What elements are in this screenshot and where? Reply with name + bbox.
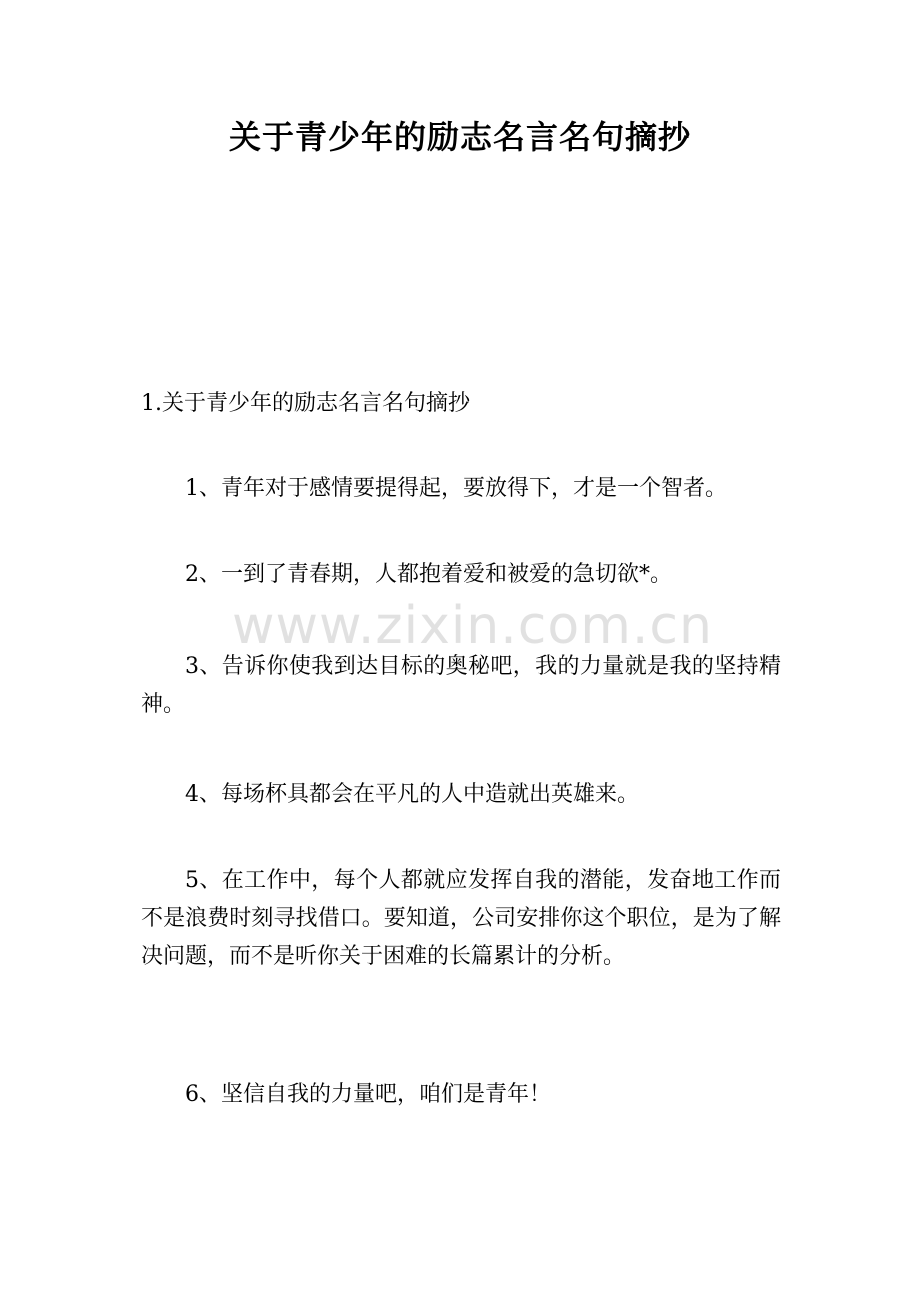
document-title: 关于青少年的励志名言名句摘抄 bbox=[228, 118, 691, 156]
watermark-text: www.zixin.com.cn bbox=[232, 596, 713, 656]
quote-paragraph-3: 3、告诉你使我到达目标的奥秘吧，我的力量就是我的坚持精神。 bbox=[141, 654, 781, 717]
quote-paragraph-2: 2、一到了青春期，人都抱着爱和被爱的急切欲*。 bbox=[185, 562, 672, 587]
quote-paragraph-5: 5、在工作中，每个人都就应发挥自我的潜能，发奋地工作而不是浪费时刻寻找借口。要知道，公司安排你这个职位，是为了解决问题，而不是听你关于困难的长篇累计的分析。 bbox=[141, 868, 781, 969]
quote-paragraph-4: 4、每场杯具都会在平凡的人中造就出英雄来。 bbox=[185, 782, 639, 807]
quote-paragraph-1: 1、青年对于感情要提得起，要放得下，才是一个智者。 bbox=[185, 476, 727, 501]
quote-paragraph-6: 6、坚信自我的力量吧，咱们是青年！ bbox=[185, 1082, 551, 1107]
section-heading: 1.关于青少年的励志名言名句摘抄 bbox=[141, 391, 470, 416]
